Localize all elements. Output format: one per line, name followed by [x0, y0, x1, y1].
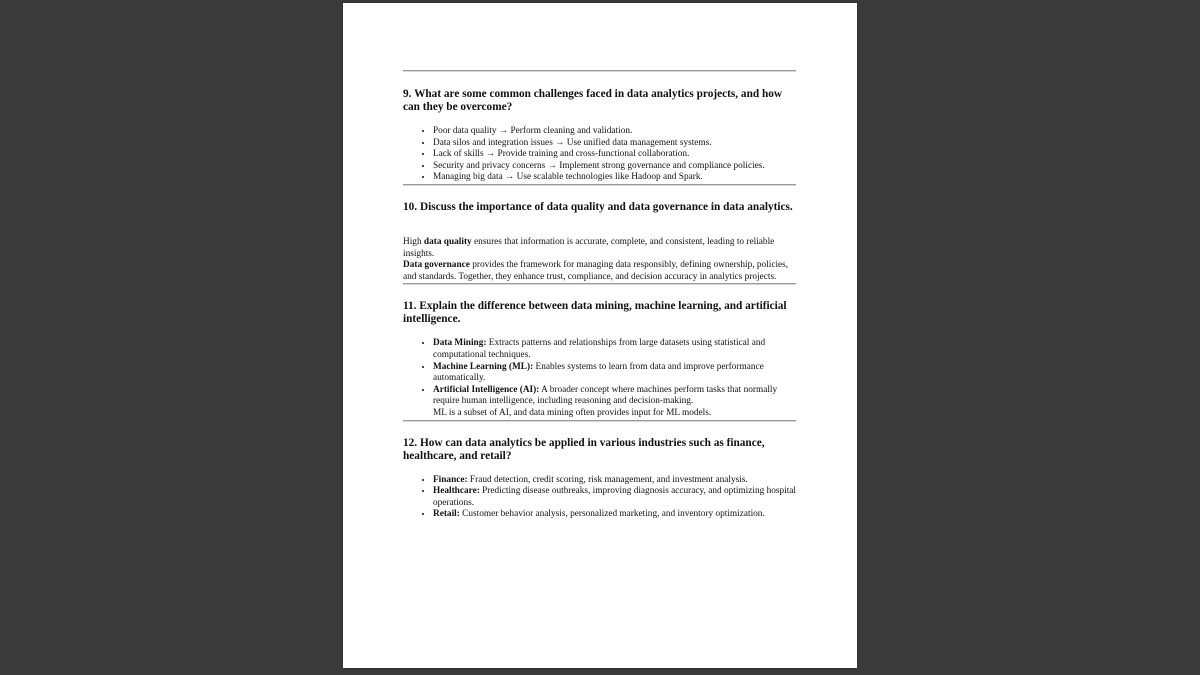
- q10-paragraph: [403, 237, 796, 283]
- q12-heading: 12. How can data analytics be applied in various industries such as finance, healthcare, and retail?: [403, 436, 765, 462]
- list-term: Machine Learning (ML):: [433, 361, 534, 372]
- list-item: • Data silos and integration issues → Use unified data management systems.: [433, 138, 796, 150]
- q9-heading: 9. What are some common challenges faced in data analytics projects, and how can they be overcome?: [403, 88, 783, 113]
- list-term: Data Mining:: [433, 338, 487, 349]
- list-term: Retail:: [433, 509, 460, 520]
- list-item: [433, 509, 796, 521]
- q12-list: [403, 475, 796, 521]
- list-item: • Security and privacy concerns → Implement strong governance and compliance policies.: [433, 161, 796, 173]
- q9-list: [403, 126, 796, 184]
- q11-heading: 11. Explain the difference between data mining, machine learning, and artificial intelligence.: [403, 300, 787, 326]
- list-text: Fraud detection, credit scoring, risk management, and investment analysis.: [467, 474, 748, 485]
- list-item: [433, 338, 796, 361]
- q10-text: provides the framework for managing data responsibly, defining ownership, policies, and standards. Together, they enhance trust, compliance, and decision accuracy in analytics projects.: [403, 260, 789, 282]
- list-text: Predicting disease outbreaks, improving diagnosis accuracy, and optimizing hospital operations.: [433, 486, 797, 508]
- list-item: • Managing big data → Use scalable technologies like Hadoop and Spark.: [433, 172, 796, 184]
- document-content: [403, 70, 796, 521]
- q10-heading: 10. Discuss the importance of data quality and data governance in data analytics.: [403, 200, 793, 213]
- q10-text: High: [403, 236, 424, 247]
- list-item: • Lack of skills → Provide training and cross-functional collaboration.: [433, 149, 796, 161]
- section-divider: [403, 420, 796, 422]
- q10-bold-term: data quality: [423, 236, 472, 247]
- q10-text: ensures that information is accurate, complete, and consistent, leading to reliable insights.: [403, 236, 775, 259]
- list-item: [433, 486, 796, 509]
- list-item: • Poor data quality → Perform cleaning and validation.: [433, 126, 796, 138]
- section-divider: [403, 70, 796, 72]
- list-term: Healthcare:: [433, 486, 480, 497]
- list-item: [433, 475, 796, 487]
- q11-list: [403, 338, 796, 419]
- list-text: Customer behavior analysis, personalized marketing, and inventory optimization.: [459, 509, 765, 520]
- q10-bold-term: Data governance: [403, 260, 470, 271]
- q11-note: ML is a subset of AI, and data mining often provides input for ML models.: [433, 407, 712, 418]
- list-text: A broader concept where machines perform tasks that normally require human intelligence, including reasoning and decision-making.: [433, 384, 778, 407]
- list-text: Extracts patterns and relationships from large datasets using statistical and computational techniques.: [433, 338, 766, 360]
- section-divider: [403, 283, 796, 285]
- list-item: [433, 362, 796, 385]
- list-term: Finance:: [433, 474, 468, 485]
- list-item: [433, 385, 796, 420]
- list-text: Enables systems to learn from data and improve performance automatically.: [433, 361, 764, 384]
- document-page: [343, 3, 857, 668]
- section-divider: [403, 184, 796, 186]
- list-term: Artificial Intelligence (AI):: [433, 384, 540, 395]
